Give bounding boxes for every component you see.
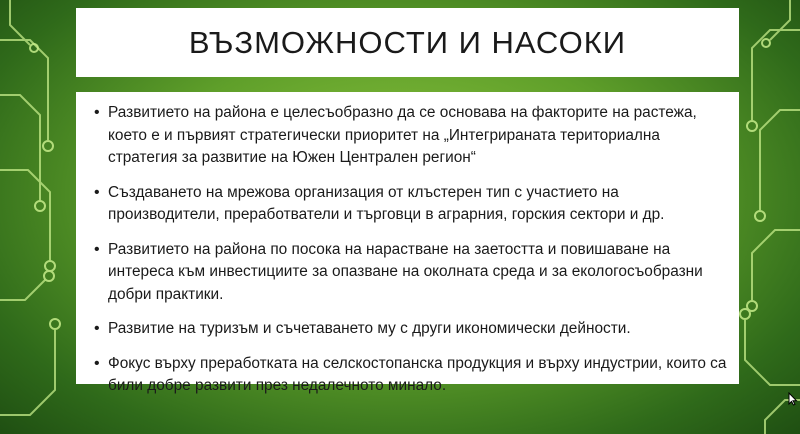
- slide-title: ВЪЗМОЖНОСТИ И НАСОКИ: [188, 24, 627, 60]
- bullet-list: [94, 102, 733, 398]
- bullet-item: • Фокус върху преработката на селскостопанска продукция и върху индустрии, които са били добре развити през недалечното минало.: [94, 353, 733, 398]
- bullet-item: • Създаването на мрежова организация от клъстерен тип с участието на производители, преработватели и търговци в аграрния, горския сектори и др.: [94, 182, 733, 227]
- bullet-item: • Развитието на района е целесъобразно да се основава на факторите на растежа, което е и първият стратегически приоритет на „Интегрираната териториална стратегия за развитие на Южен Централен регион“: [94, 102, 733, 170]
- slide-content-box: [76, 92, 739, 394]
- slide-title-box: [76, 8, 739, 77]
- bullet-item: • Развитието на района по посока на нарастване на заетостта и повишаване на интереса към инвестициите за опазване на околната среда и за екологосъобразни добри практики.: [94, 239, 733, 307]
- mouse-pointer-icon: [788, 392, 798, 406]
- bullet-item: • Развитие на туризъм и съчетаването му с други икономически дейности.: [94, 318, 733, 341]
